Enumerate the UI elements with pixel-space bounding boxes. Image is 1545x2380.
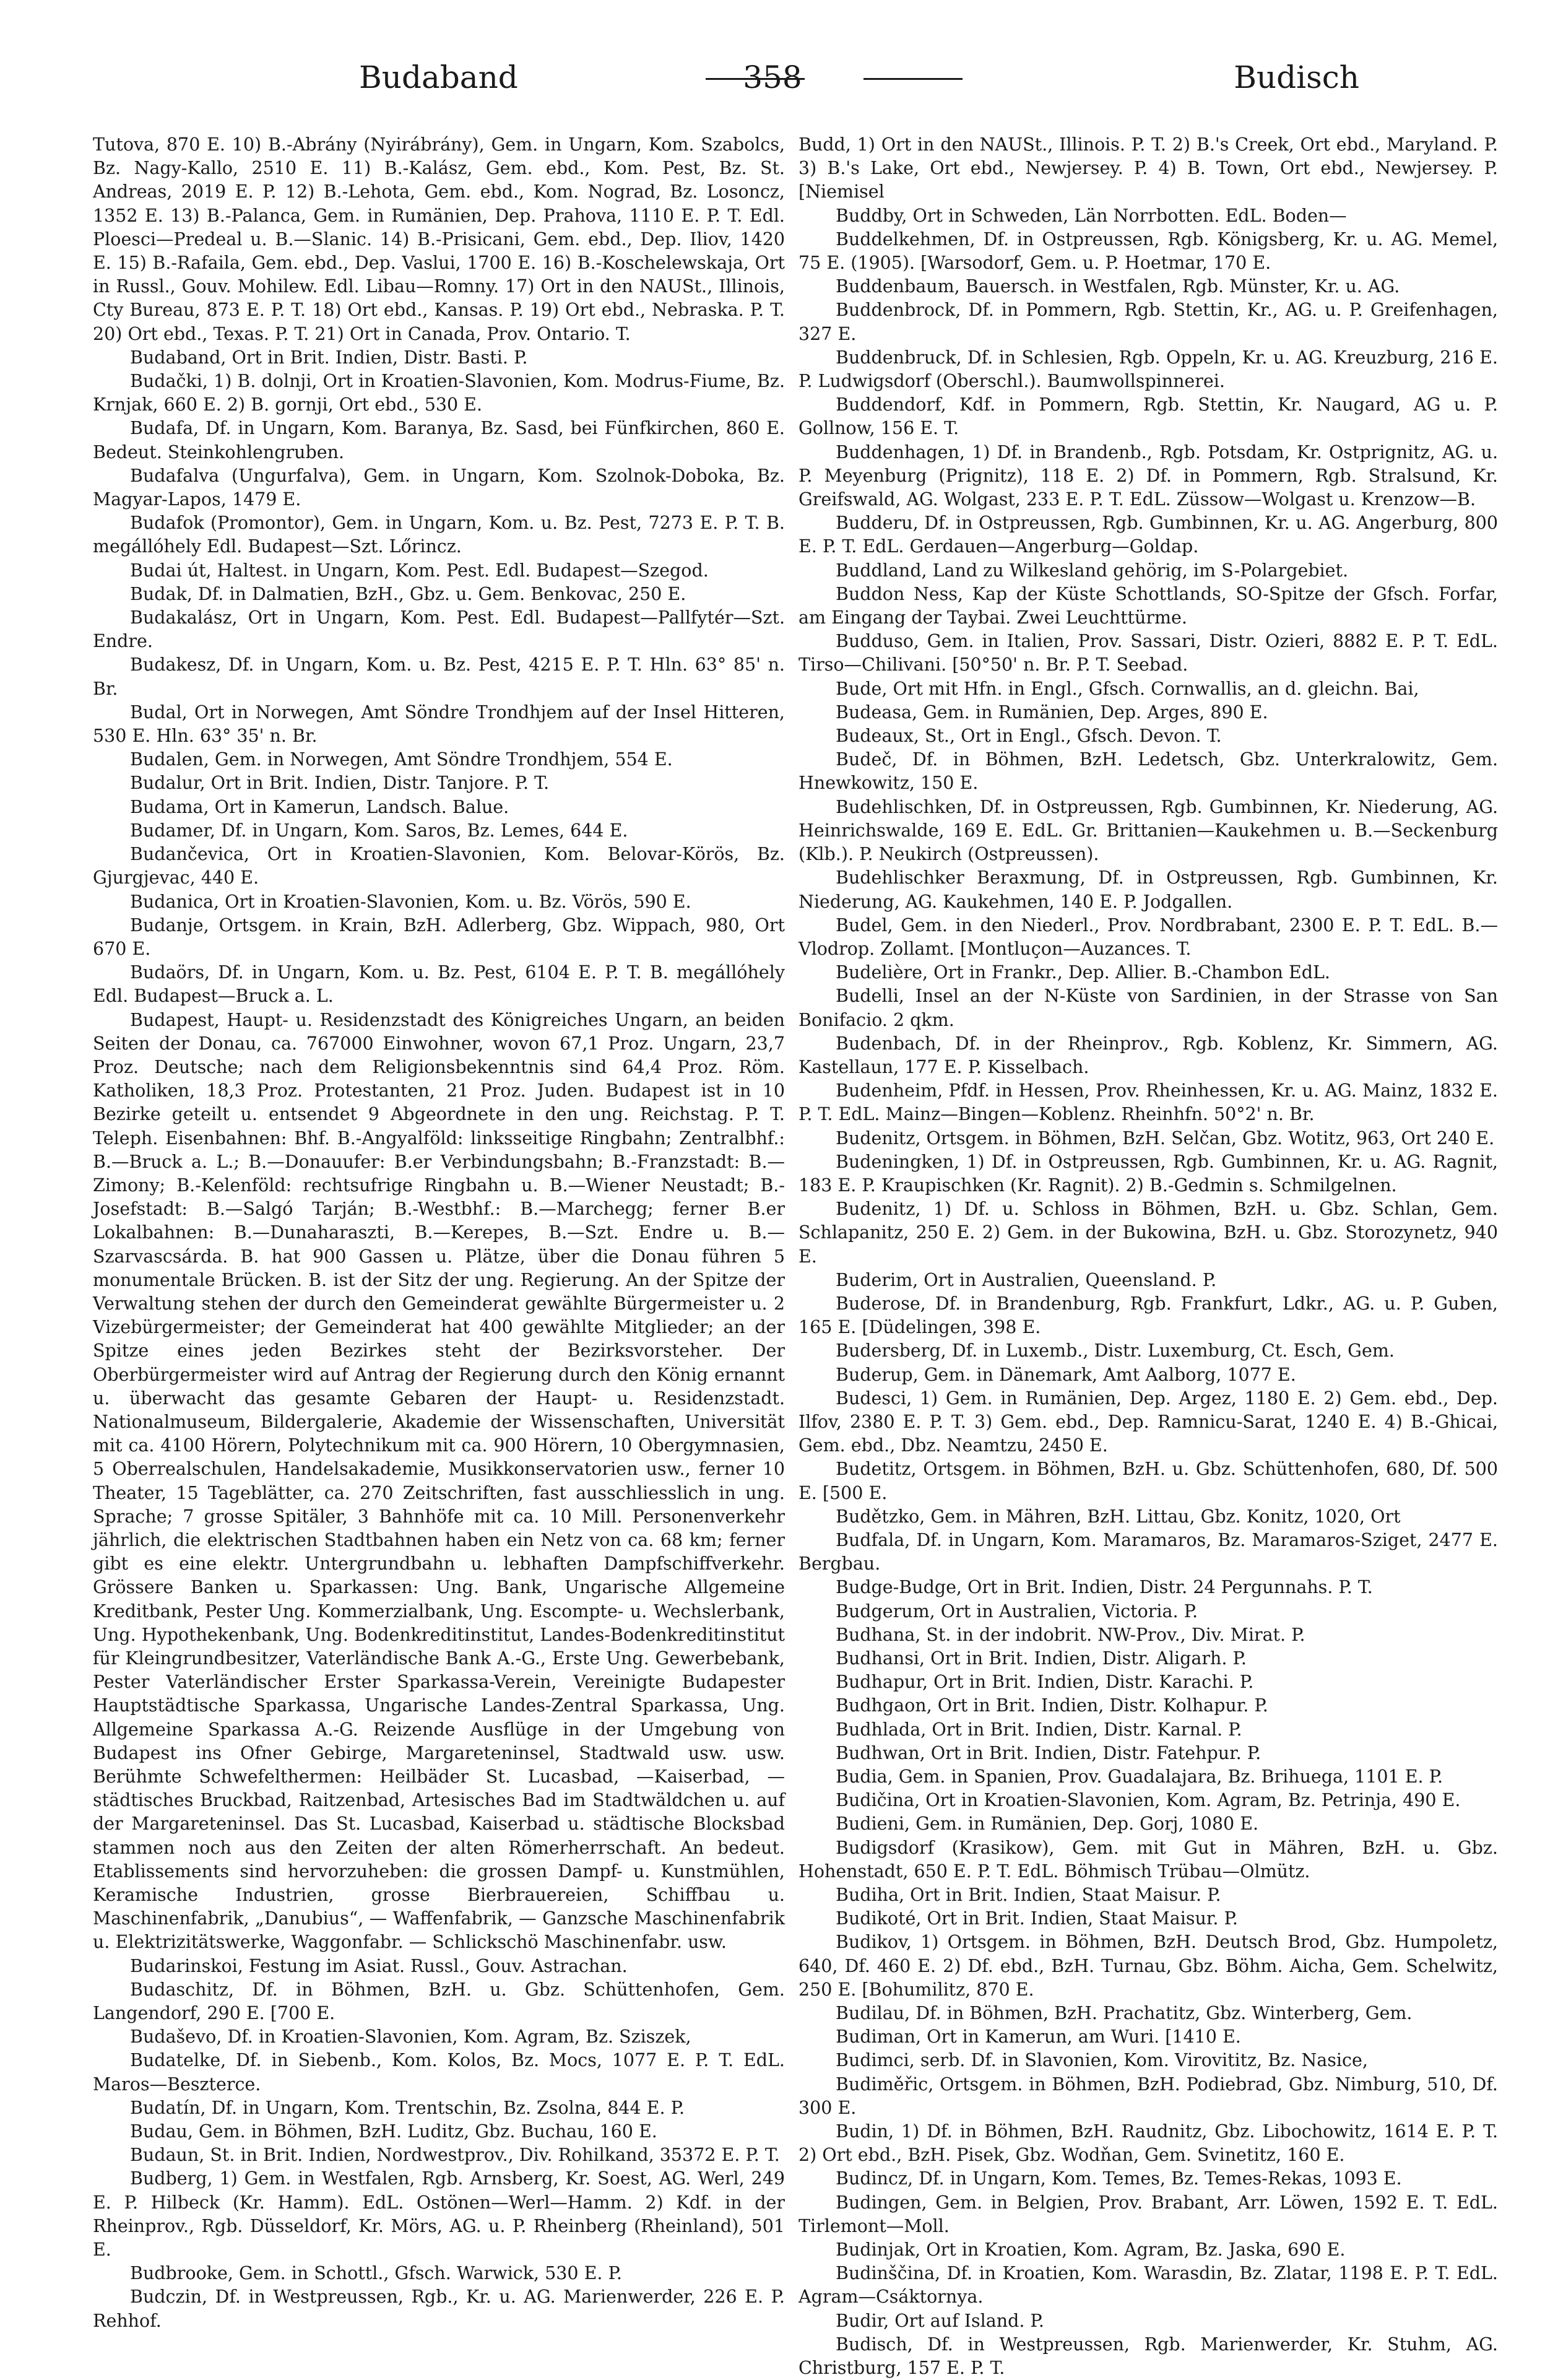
gazetteer-entry: Buderose, Df. in Brandenburg, Rgb. Frankfurt, Ldkr., AG. u. P. Guben, 165 E. [Düdelingen, 398 E. [798, 1293, 1498, 1338]
left-column [93, 133, 785, 2331]
gazetteer-entry: Bude, Ort mit Hfn. in Engl., Gfsch. Cornwallis, an d. gleichn. Bai, [836, 678, 1419, 699]
gazetteer-entry: Budilau, Df. in Böhmen, BzH. Prachatitz, Gbz. Winterberg, Gem. [836, 2003, 1413, 2024]
gazetteer-entry: Budinščina, Df. in Kroatien, Kom. Warasdin, Bz. Zlatar, 1198 E. P. T. EdL. Agram—Csáktornya. [798, 2263, 1498, 2308]
gazetteer-entry: Budigsdorf (Krasikow), Gem. mit Gut in Mähren, BzH. u. Gbz. Hohenstadt, 650 E. P. T. EdL. Böhmisch Trübau—Olmütz. [798, 1837, 1498, 1882]
gazetteer-entry: Budge-Budge, Ort in Brit. Indien, Distr. 24 Pergunnahs. P. T. [836, 1577, 1373, 1598]
gazetteer-entry: Budaševo, Df. in Kroatien-Slavonien, Kom. Agram, Bz. Sziszek, [130, 2026, 691, 2048]
gazetteer-entry: Budafok (Promontor), Gem. in Ungarn, Kom. u. Bz. Pest, 7273 E. P. T. B. megállóhely Edl. Budapest—Szt. Lőrincz. [93, 513, 785, 557]
page-header [93, 50, 1452, 105]
gazetteer-entry: Budikoté, Ort in Brit. Indien, Staat Maisur. P. [836, 1908, 1238, 1929]
gazetteer-entry: Tutova, 870 E. 10) B.-Abrány (Nyirábrány), Gem. in Ungarn, Kom. Szabolcs, Bz. Nagy-Kallo, 2510 E. 11) B.-Kalász, Gem. ebd., Kom. Pest, Bz. St. Andreas, 2019 E. P. 12) B.-Lehota, Gem. ebd., Kom. Nograd, Bz. Losoncz, 1352 E. 13) B.-Palanca, Gem. in Rumänien, Dep. Prahova, 1110 E. P. T. Edl. Ploesci—Predeal u. B.—Slanic. 14) B.-Prisicani, Gem. ebd., Dep. Iliov, 1420 E. 15) B.-Rafaila, Gem. ebd., Dep. Vaslui, 1700 E. 16) B.-Koschelewskaja, Ort in Russl., Gouv. Mohilew. Edl. Libau—Romny. 17) Ort in den NAUSt., Illinois, Cty Bureau, 873 E. P. T. 18) Ort ebd., Kansas. P. 19) Ort ebd., Nebraska. P. T. 20) Ort ebd., Texas. P. T. 21) Ort in Canada, Prov. Ontario. T. [93, 134, 785, 344]
gazetteer-entry: Budderu, Df. in Ostpreussen, Rgb. Gumbinnen, Kr. u. AG. Angerburg, 800 E. P. T. EdL. Gerdauen—Angerburg—Goldap. [798, 513, 1498, 557]
gazetteer-entry: Budingen, Gem. in Belgien, Prov. Brabant, Arr. Löwen, 1592 E. T. EdL. Tirlemont—Moll. [798, 2192, 1498, 2236]
gazetteer-entry: Budama, Ort in Kamerun, Landsch. Balue. [130, 796, 509, 817]
gazetteer-entry: Budikov, 1) Ortsgem. in Böhmen, BzH. Deutsch Brod, Gbz. Humpoletz, 640, Df. 460 E. 2) Df. ebd., BzH. Turnau, Gbz. Böhm. Aicha, Gem. Schelwitz, 250 E. [Bohumilitz, 870 E. [798, 1932, 1498, 2000]
gazetteer-entry: Budenheim, Pfdf. in Hessen, Prov. Rheinhessen, Kr. u. AG. Mainz, 1832 E. P. T. EdL. Mainz—Bingen—Koblenz. Rheinhfn. 50°2' n. Br. [798, 1080, 1498, 1125]
gazetteer-entry: Buddby, Ort in Schweden, Län Norrbotten. EdL. Boden— [836, 205, 1347, 226]
gazetteer-entry: Budeasa, Gem. in Rumänien, Dep. Arges, 890 E. [836, 701, 1268, 723]
gazetteer-entry: Budiman, Ort in Kamerun, am Wuri. [1410 E. [836, 2026, 1241, 2048]
gazetteer-entry: Buddendorf, Kdf. in Pommern, Rgb. Stettin, Kr. Naugard, AG u. P. Gollnow, 156 E. T. [798, 394, 1498, 439]
gazetteer-entry: Budin, 1) Df. in Böhmen, BzH. Raudnitz, Gbz. Libochowitz, 1614 E. P. T. 2) Ort ebd., BzH. Pisek, Gbz. Wodňan, Gem. Svinetitz, 160 E. [798, 2121, 1498, 2166]
gazetteer-entry: Buddland, Land zu Wilkesland gehörig, im S-Polargebiet. [836, 560, 1349, 581]
gazetteer-entry: Budamer, Df. in Ungarn, Kom. Saros, Bz. Lemes, 644 E. [130, 820, 628, 841]
header-right-keyword: Budisch [1234, 59, 1359, 95]
gazetteer-entry: Budarinskoi, Festung im Asiat. Russl., Gouv. Astrachan. [130, 1955, 628, 1976]
gazetteer-entry: Budapest, Haupt- u. Residenzstadt des Königreiches Ungarn, an beiden Seiten der Donau, ca. 767000 Einwohner, wovon 67,1 Proz. Ungarn, 23,7 Proz. Deutsche; nach dem Religionsbekenntnis sind 64,4 Proz. Röm. Katholiken, 18,3 Proz. Protestanten, 21 Proz. Juden. Budapest ist in 10 Bezirke geteilt u. entsendet 9 Abgeordnete in den ung. Reichstag. P. T. Teleph. Eisenbahnen: Bhf. B.-Angyalföld: linksseitige Ringbahn; Zentralbhf.: B.—Bruck a. L.; B.—Donauufer: B.er Verbindungsbahn; B.-Franzstadt: B.—Zimony; B.-Kelenföld: rechtsufrige Ringbahn u. B.—Wiener Neustadt; B.-Josefstadt: B.—Salgó Tarján; B.-Westbhf.: B.—Marchegg; ferner B.er Lokalbahnen: B.—Dunaharaszti, B.—Kerepes, B.—Szt. Endre u. B.—Szarvascsárda. B. hat 900 Gassen u. Plätze, über die Donau führen 5 monumentale Brücken. B. ist der Sitz der ung. Regierung. An der Spitze der Verwaltung stehen der durch den Gemeinderat gewählte Bürgermeister u. 2 Vizebürgermeister; der Gemeinderat hat 400 gewählte Mitglieder; an der Spitze eines jeden Bezirkes steht der Bezirksvorsteher. Der Oberbürgermeister wird auf Antrag der Regierung durch den König ernannt u. überwacht das gesamte Gebaren der Haupt- u. Residenzstadt. Nationalmuseum, Bildergalerie, Akademie der Wissenschaften, Universität mit ca. 4100 Hörern, Polytechnikum mit ca. 900 Hörern, 10 Obergymnasien, 5 Oberrealschulen, Handelsakademie, Musikkonservatorien usw., ferner 10 Theater, 15 Tageblätter, ca. 270 Zeitschriften, fast ausschliesslich in ung. Sprache; 7 grosse Spitäler, 3 Bahnhöfe mit ca. 10 Mill. Personenverkehr jährlich, die elektrischen Stadtbahnen haben ein Netz von ca. 68 km; ferner gibt es eine elektr. Untergrundbahn u. lebhaften Dampfschiffverkehr. Grössere Banken u. Sparkassen: Ung. Bank, Ungarische Allgemeine Kreditbank, Pester Ung. Kommerzialbank, Ung. Escompte- u. Wechslerbank, Ung. Hypothekenbank, Ung. Bodenkreditinstitut, Landes-Bodenkreditinstitut für Kleingrundbesitzer, Vaterländische Bank A.-G., Erste Ung. Gewerbebank, Pester Vaterländischer Erster Sparkassa-Verein, Vereinigte Budapester Hauptstädtische Sparkassa, Ungarische Landes-Zentral Sparkassa, Ung. Allgemeine Sparkassa A.-G. Reizende Ausflüge in der Umgebung von Budapest ins Ofner Gebirge, Margareteninsel, Stadtwald usw. usw. Berühmte Schwefelthermen: Heilbäder St. Lucasbad, —Kaiserbad, — städtisches Bruckbad, Raitzenbad, Artesisches Bad im Stadtwäldchen u. auf der Margareteninsel. Das St. Lucasbad, Kaiserbad u. städtische Blocksbad stammen noch aus den Zeiten der alten Römerherrschaft. An bedeut. Etablissements sind hervorzuheben: die grossen Dampf- u. Kunstmühlen, Keramische Industrien, grosse Bierbrauereien, Schiffbau u. Maschinenfabrik, „Danubius“, — Waffenfabrik, — Ganzsche Maschinenfabrik u. Elektrizitätswerke, Waggonfabr. — Schlickschö Maschinenfabr. usw. [93, 1009, 785, 1953]
gazetteer-entry: Budatín, Df. in Ungarn, Kom. Trentschin, Bz. Zsolna, 844 E. P. [130, 2097, 685, 2118]
gazetteer-entry: Budiha, Ort in Brit. Indien, Staat Maisur. P. [836, 1885, 1221, 1906]
gazetteer-entry: Budaun, St. in Brit. Indien, Nordwestprov., Div. Rohilkand, 35372 E. P. T. [130, 2145, 780, 2166]
gazetteer-entry: Budel, Gem. in den Niederl., Prov. Nordbrabant, 2300 E. P. T. EdL. B.—Vlodrop. Zollamt. [Montluçon—Auzances. T. [798, 914, 1498, 959]
gazetteer-entry: Budai út, Haltest. in Ungarn, Kom. Pest. Edl. Budapest—Szegod. [130, 560, 709, 581]
gazetteer-entry: Budfala, Df. in Ungarn, Kom. Maramaros, Bz. Maramaros-Sziget, 2477 E. Bergbau. [798, 1529, 1498, 1574]
gazetteer-entry: Budia, Gem. in Spanien, Prov. Guadalajara, Bz. Brihuega, 1101 E. P. [836, 1766, 1443, 1787]
gazetteer-entry: Budhwan, Ort in Brit. Indien, Distr. Fatehpur. P. [836, 1742, 1262, 1763]
gazetteer-entry: Budczin, Df. in Westpreussen, Rgb., Kr. u. AG. Marienwerder, 226 E. P. Rehhof. [93, 2287, 785, 2331]
gazetteer-entry: Buddelkehmen, Df. in Ostpreussen, Rgb. Königsberg, Kr. u. AG. Memel, 75 E. (1905). [Warsodorf, Gem. u. P. Hoetmar, 170 E. [798, 228, 1498, 274]
gazetteer-entry: Budetitz, Ortsgem. in Böhmen, BzH. u. Gbz. Schüttenhofen, 680, Df. 500 E. [500 E. [798, 1459, 1498, 1503]
gazetteer-entry: Budehlischken, Df. in Ostpreussen, Rgb. Gumbinnen, Kr. Niederung, AG. Heinrichswalde, 169 E. EdL. Gr. Brittanien—Kaukehmen u. B.—Seckenburg (Klb.). P. Neukirch (Ostpreussen). [798, 796, 1498, 865]
gazetteer-entry: Budeč, Df. in Böhmen, BzH. Ledetsch, Gbz. Unterkralowitz, Gem. Hnewkowitz, 150 E. [798, 749, 1498, 794]
gazetteer-entry: Budalen, Gem. in Norwegen, Amt Söndre Trondhjem, 554 E. [130, 749, 673, 770]
gazetteer-entry: Budaschitz, Df. in Böhmen, BzH. u. Gbz. Schüttenhofen, Gem. Langendorf, 290 E. [700 E. [93, 1979, 785, 2024]
gazetteer-entry: Budafa, Df. in Ungarn, Kom. Baranya, Bz. Sasd, bei Fünfkirchen, 860 E. Bedeut. Steinkohlengruben. [93, 418, 785, 463]
header-left-keyword: Budaband [359, 59, 518, 95]
gazetteer-entry: Buddenbrock, Df. in Pommern, Rgb. Stettin, Kr., AG. u. P. Greifenhagen, 327 E. [798, 300, 1498, 344]
gazetteer-entry: Budisch, Df. in Westpreussen, Rgb. Marienwerder, Kr. Stuhm, AG. Christburg, 157 E. P. T. [798, 2334, 1498, 2379]
gazetteer-entry: Budanica, Ort in Kroatien-Slavonien, Kom. u. Bz. Vörös, 590 E. [130, 891, 691, 912]
gazetteer-entry: Buderim, Ort in Australien, Queensland. P. [836, 1269, 1217, 1290]
gazetteer-entry: Budhlada, Ort in Brit. Indien, Distr. Karnal. P. [836, 1719, 1242, 1740]
gazetteer-entry: Budhana, St. in der indobrit. NW-Prov., Div. Mirat. P. [836, 1624, 1305, 1645]
gazetteer-entry: Budafalva (Ungurfalva), Gem. in Ungarn, Kom. Szolnok-Doboka, Bz. Magyar-Lapos, 1479 E. [93, 465, 785, 510]
gazetteer-entry: Budački, 1) B. dolnji, Ort in Kroatien-Slavonien, Kom. Modrus-Fiume, Bz. Krnjak, 660 E. 2) B. gornji, Ort ebd., 530 E. [93, 371, 785, 415]
gazetteer-entry: Budelière, Ort in Frankr., Dep. Allier. B.-Chambon EdL. [836, 962, 1330, 983]
gazetteer-entry: Budgerum, Ort in Australien, Victoria. P. [836, 1600, 1198, 1622]
gazetteer-entry: Budhapur, Ort in Brit. Indien, Distr. Karachi. P. [836, 1672, 1254, 1693]
right-column [798, 133, 1498, 2379]
gazetteer-entry: Buddenhagen, 1) Df. in Brandenb., Rgb. Potsdam, Kr. Ostprignitz, AG. u. P. Meyenburg (Prignitz), 118 E. 2) Df. in Pommern, Rgb. Stralsund, Kr. Greifswald, AG. Wolgast, 233 E. P. T. EdL. Züssow—Wolgast u. Krenzow—B. [798, 441, 1498, 510]
gazetteer-entry: Budaörs, Df. in Ungarn, Kom. u. Bz. Pest, 6104 E. P. T. B. megállóhely Edl. Budapest—Bruck a. L. [93, 962, 785, 1007]
gazetteer-entry: Budehlischker Beraхmung, Df. in Ostpreussen, Rgb. Gumbinnen, Kr. Niederung, AG. Kaukehmen, 140 E. P. Jodgallen. [798, 867, 1498, 912]
gazetteer-entry: Budančevica, Ort in Kroatien-Slavonien, Kom. Belovar-Körös, Bz. Gjurgjevac, 440 E. [93, 844, 785, 888]
gazetteer-entry: Budatelke, Df. in Siebenb., Kom. Kolos, Bz. Mocs, 1077 E. P. T. EdL. Maros—Beszterce. [93, 2050, 785, 2095]
gazetteer-entry: Budd, 1) Ort in den NAUSt., Illinois. P. T. 2) B.'s Creek, Ort ebd., Maryland. P. 3) B.'s Lake, Ort ebd., Newjersey. P. 4) B. Town, Ort ebd., Newjersey. P. [Niemisel [798, 134, 1498, 202]
gazetteer-entry: Budal, Ort in Norwegen, Amt Söndre Trondhjem auf der Insel Hitteren, 530 E. Hln. 63° 35' n. Br. [93, 701, 785, 747]
gazetteer-entry: Budelli, Insel an der N-Küste von Sardinien, in der Strasse von San Bonifacio. 2 qkm. [798, 986, 1498, 1030]
gazetteer-entry: Buderup, Gem. in Dänemark, Amt Aalborg, 1077 E. [836, 1364, 1296, 1385]
gazetteer-entry: Budesci, 1) Gem. in Rumänien, Dep. Argez, 1180 E. 2) Gem. ebd., Dep. Ilfov, 2380 E. P. T. 3) Gem. ebd., Dep. Ramnicu-Sarat, 1240 E. 4) B.-Ghicai, Gem. ebd., Dbz. Neamtzu, 2450 E. [798, 1388, 1498, 1456]
header-dash-right [863, 78, 963, 80]
gazetteer-entry: Budhansi, Ort in Brit. Indien, Distr. Aligarh. P. [836, 1648, 1247, 1669]
gazetteer-entry: Budakalász, Ort in Ungarn, Kom. Pest. Edl. Budapest—Pallfytér—Szt. Endre. [93, 607, 785, 652]
gazetteer-entry: Budalur, Ort in Brit. Indien, Distr. Tanjore. P. T. [130, 773, 550, 794]
gazetteer-entry: Buddenbruck, Df. in Schlesien, Rgb. Oppeln, Kr. u. AG. Kreuzburg, 216 E. P. Ludwigsdorf (Oberschl.). Baumwollspinnerei. [798, 347, 1498, 392]
gazetteer-entry: Budau, Gem. in Böhmen, BzH. Luditz, Gbz. Buchau, 160 E. [130, 2121, 657, 2142]
page-number: 358 [743, 59, 802, 95]
gazetteer-entry: Budenbach, Df. in der Rheinprov., Rgb. Koblenz, Kr. Simmern, AG. Kastellaun, 177 E. P. Kisselbach. [798, 1033, 1498, 1077]
gazetteer-entry: Budincz, Df. in Ungarn, Kom. Temes, Bz. Temes-Rekas, 1093 E. [836, 2168, 1402, 2189]
gazetteer-entry: Budieni, Gem. in Rumänien, Dep. Gorj, 1080 E. [836, 1813, 1259, 1835]
gazetteer-entry: Budduso, Gem. in Italien, Prov. Sassari, Distr. Ozieri, 8882 E. P. T. EdL. Tirso—Chilivani. [50°50' n. Br. P. T. Seebad. [798, 631, 1498, 675]
gazetteer-entry: Budenitz, Ortsgem. in Böhmen, BzH. Selčan, Gbz. Wotitz, 963, Ort 240 E. [836, 1127, 1495, 1149]
gazetteer-entry: Budětzko, Gem. in Mähren, BzH. Littau, Gbz. Konitz, 1020, Ort [836, 1506, 1401, 1527]
gazetteer-entry: Budiměřic, Ortsgem. in Böhmen, BzH. Podiebrad, Gbz. Nimburg, 510, Df. 300 E. [798, 2074, 1498, 2118]
gazetteer-entry: Budimci, serb. Df. in Slavonien, Kom. Virovititz, Bz. Nasice, [836, 2050, 1368, 2071]
gazetteer-entry: Budinjak, Ort in Kroatien, Kom. Agram, Bz. Jaska, 690 E. [836, 2239, 1346, 2261]
gazetteer-entry: Buddenbaum, Bauersch. in Westfalen, Rgb. Münster, Kr. u. AG. [836, 276, 1400, 297]
gazetteer-entry: Budbrooke, Gem. in Schottl., Gfsch. Warwick, 530 E. P. [130, 2263, 622, 2284]
gazetteer-entry: Budičina, Ort in Kroatien-Slavonien, Kom. Agram, Bz. Petrinja, 490 E. [836, 1790, 1461, 1811]
gazetteer-entry: Budhgaon, Ort in Brit. Indien, Distr. Kolhapur. P. [836, 1695, 1268, 1716]
gazetteer-entry: Budir, Ort auf Island. P. [836, 2310, 1044, 2331]
gazetteer-entry: Budersberg, Df. in Luxemb., Distr. Luxemburg, Ct. Esch, Gem. [836, 1340, 1395, 1362]
gazetteer-entry: Budenitz, 1) Df. u. Schloss in Böhmen, BzH. u. Gbz. Schlan, Gem. Schlapanitz, 250 E. 2) Gem. in der Bukowina, BzH. u. Gbz. Storozynetz, 940 E. [798, 1199, 1498, 1267]
gazetteer-entry: Budeaux, St., Ort in Engl., Gfsch. Devon. T. [836, 726, 1222, 747]
gazetteer-entry: Budeningken, 1) Df. in Ostpreussen, Rgb. Gumbinnen, Kr. u. AG. Ragnit, 183 E. P. Kraupischken (Kr. Ragnit). 2) B.-Gedmin s. Schmilgelnen. [798, 1151, 1498, 1196]
gazetteer-entry: Budak, Df. in Dalmatien, BzH., Gbz. u. Gem. Benkovac, 250 E. [130, 583, 686, 604]
gazetteer-entry: Budaband, Ort in Brit. Indien, Distr. Basti. P. [130, 347, 528, 368]
gazetteer-entry: Budanje, Ortsgem. in Krain, BzH. Adlerberg, Gbz. Wippach, 980, Ort 670 E. [93, 914, 785, 959]
gazetteer-entry: Buddon Ness, Kap der Küste Schottlands, SO-Spitze der Gfsch. Forfar, am Eingang der Taybai. Zwei Leuchttürme. [798, 583, 1498, 628]
gazetteer-entry: Budberg, 1) Gem. in Westfalen, Rgb. Arnsberg, Kr. Soest, AG. Werl, 249 E. P. Hilbeck (Kr. Hamm). EdL. Ostönen—Werl—Hamm. 2) Kdf. in der Rheinprov., Rgb. Düsseldorf, Kr. Mörs, AG. u. P. Rheinberg (Rheinland), 501 E. [93, 2168, 785, 2261]
gazetteer-entry: Budakesz, Df. in Ungarn, Kom. u. Bz. Pest, 4215 E. P. T. Hln. 63° 85' n. Br. [93, 654, 785, 699]
